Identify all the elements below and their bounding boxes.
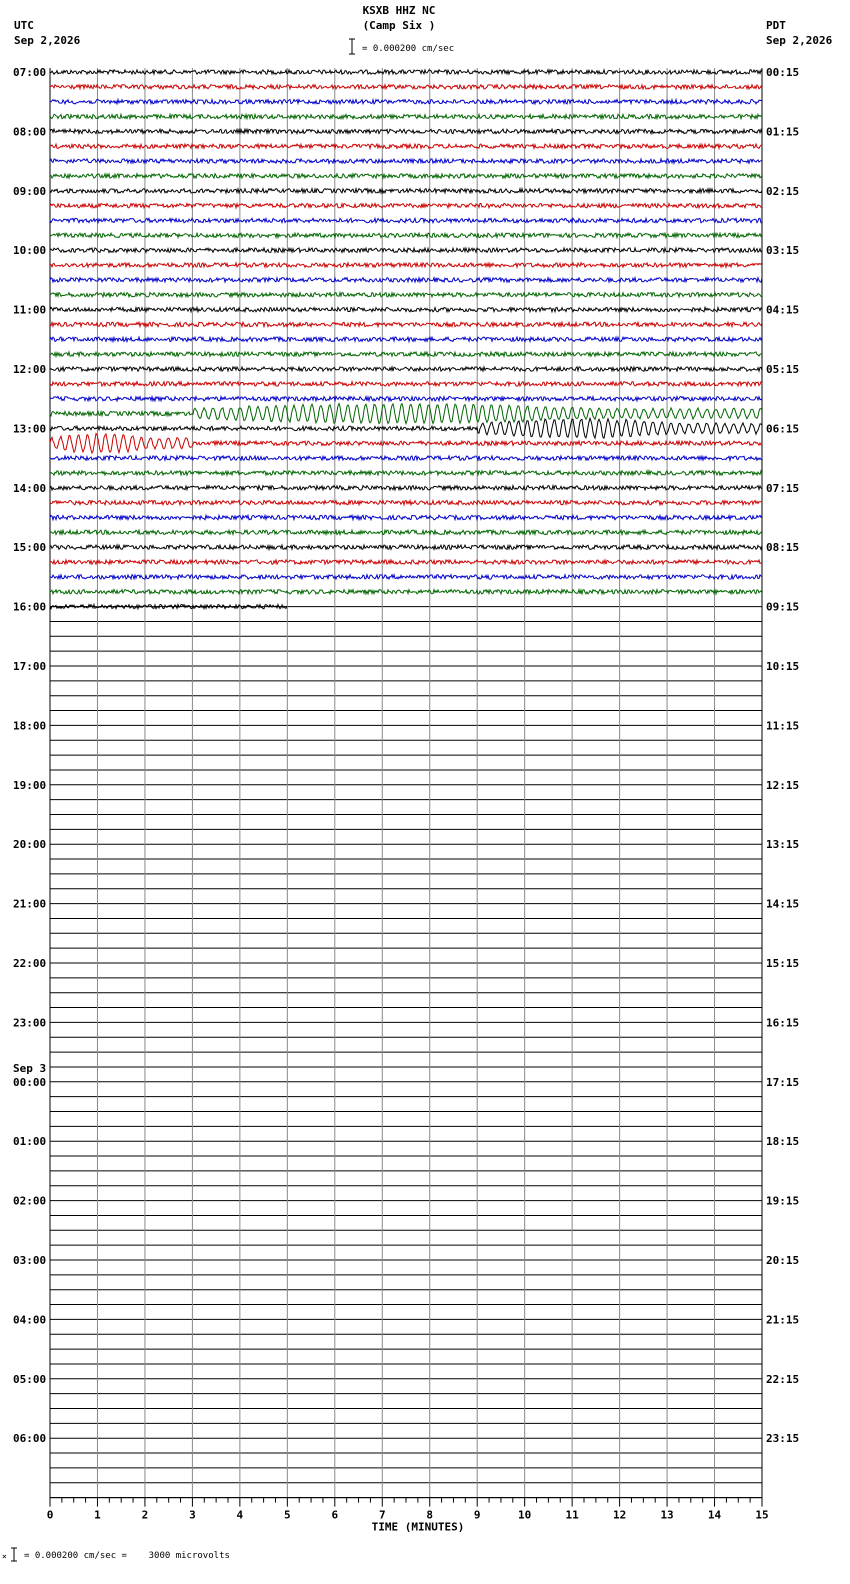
trace-row bbox=[50, 434, 762, 454]
trace-row bbox=[50, 293, 762, 297]
trace-row bbox=[50, 471, 762, 475]
date-change-label: Sep 3 bbox=[13, 1061, 47, 1075]
left-hour-label: 16:00 bbox=[13, 600, 47, 614]
x-tick-label: 14 bbox=[707, 1508, 722, 1522]
x-tick-label: 12 bbox=[612, 1508, 627, 1522]
right-hour-label: 15:15 bbox=[766, 957, 800, 970]
left-hour-label: 08:00 bbox=[13, 125, 47, 139]
left-hour-label: 18:00 bbox=[13, 719, 47, 733]
x-tick-label: 0 bbox=[46, 1508, 54, 1522]
footer-marker: × bbox=[2, 1552, 7, 1561]
right-hour-label: 12:15 bbox=[766, 778, 800, 792]
left-hour-label: 12:00 bbox=[13, 363, 47, 376]
scale-text: = 0.000200 cm/sec bbox=[362, 44, 455, 54]
left-hour-label: 10:00 bbox=[13, 244, 47, 258]
trace-row bbox=[50, 204, 762, 208]
trace-row bbox=[50, 545, 762, 549]
x-tick-label: 10 bbox=[518, 1508, 532, 1522]
trace-row bbox=[50, 418, 762, 438]
right-hour-label: 16:15 bbox=[766, 1016, 800, 1030]
right-hour-label: 20:15 bbox=[766, 1254, 800, 1267]
right-hour-label: 21:15 bbox=[766, 1313, 800, 1327]
station-title: KSXB HHZ NC bbox=[362, 4, 436, 17]
x-tick-label: 6 bbox=[331, 1508, 339, 1522]
trace-row bbox=[50, 382, 762, 386]
x-tick-label: 2 bbox=[141, 1508, 149, 1522]
trace-row bbox=[50, 501, 762, 505]
trace-row bbox=[50, 174, 762, 178]
right-hour-label: 19:15 bbox=[766, 1194, 800, 1208]
right-hour-label: 11:15 bbox=[766, 719, 800, 733]
x-tick-label: 5 bbox=[284, 1508, 291, 1522]
left-hour-label: 23:00 bbox=[13, 1016, 47, 1030]
x-tick-label: 3 bbox=[189, 1508, 196, 1522]
trace-lines bbox=[50, 70, 762, 609]
trace-row bbox=[50, 337, 762, 341]
trace-row bbox=[50, 70, 762, 74]
x-tick-label: 9 bbox=[473, 1508, 481, 1522]
left-hour-label: 07:00 bbox=[13, 66, 47, 79]
trace-row bbox=[50, 129, 762, 133]
right-hour-label: 02:15 bbox=[766, 184, 800, 198]
right-hour-label: 23:15 bbox=[766, 1432, 800, 1446]
left-hour-label: 06:00 bbox=[13, 1432, 47, 1446]
trace-row bbox=[50, 486, 762, 490]
left-hour-label: 01:00 bbox=[13, 1135, 47, 1149]
x-tick-label: 15 bbox=[755, 1508, 769, 1522]
footer-scale-text: = 0.000200 cm/sec = 3000 microvolts bbox=[24, 1551, 230, 1561]
x-tick-label: 7 bbox=[378, 1508, 386, 1522]
left-hour-label: 04:00 bbox=[13, 1313, 47, 1327]
x-tick-label: 1 bbox=[94, 1508, 101, 1522]
trace-row bbox=[50, 233, 762, 237]
right-hour-label: 10:15 bbox=[766, 660, 800, 673]
x-tick-label: 4 bbox=[236, 1508, 244, 1522]
right-hour-label: 07:15 bbox=[766, 481, 800, 495]
right-hour-label: 22:15 bbox=[766, 1372, 800, 1386]
right-hour-label: 00:15 bbox=[766, 66, 800, 79]
left-hour-label: 02:00 bbox=[13, 1194, 47, 1208]
right-hour-label: 08:15 bbox=[766, 541, 800, 555]
trace-row bbox=[50, 263, 762, 267]
trace-row bbox=[50, 85, 762, 89]
scale-bar-icon bbox=[349, 39, 355, 54]
trace-row bbox=[50, 515, 762, 519]
trace-row bbox=[50, 248, 762, 252]
trace-row bbox=[50, 144, 762, 148]
right-hour-label: 13:15 bbox=[766, 838, 800, 852]
trace-row bbox=[50, 100, 762, 104]
right-hour-label: 04:15 bbox=[766, 303, 800, 317]
left-hour-label: 00:00 bbox=[13, 1075, 47, 1089]
trace-row bbox=[50, 307, 762, 311]
right-hour-label: 03:15 bbox=[766, 244, 800, 258]
trace-row bbox=[50, 218, 762, 222]
footer-scale-icon bbox=[11, 1548, 17, 1561]
x-tick-label: 11 bbox=[565, 1508, 579, 1522]
left-hour-label: 05:00 bbox=[13, 1372, 47, 1386]
x-axis-label: TIME (MINUTES) bbox=[371, 1520, 465, 1534]
trace-row bbox=[50, 575, 762, 579]
trace-row bbox=[50, 530, 762, 534]
trace-row bbox=[50, 404, 762, 424]
left-hour-label: 11:00 bbox=[13, 303, 47, 317]
left-hour-label: 09:00 bbox=[13, 184, 47, 198]
left-hour-label: 13:00 bbox=[13, 422, 47, 436]
left-timezone: UTC bbox=[14, 19, 34, 32]
trace-row bbox=[50, 322, 762, 326]
left-hour-label: 03:00 bbox=[13, 1254, 47, 1267]
trace-row bbox=[50, 189, 762, 193]
right-hour-label: 14:15 bbox=[766, 897, 800, 911]
left-hour-label: 15:00 bbox=[13, 541, 47, 555]
station-location: (Camp Six ) bbox=[362, 19, 436, 32]
right-hour-label: 06:15 bbox=[766, 422, 800, 436]
x-tick-label: 8 bbox=[426, 1508, 434, 1522]
right-hour-label: 18:15 bbox=[766, 1135, 800, 1149]
left-hour-label: 14:00 bbox=[13, 481, 47, 495]
trace-row bbox=[50, 397, 762, 401]
left-hour-label: 17:00 bbox=[13, 660, 47, 673]
trace-row bbox=[50, 159, 762, 163]
right-hour-label: 09:15 bbox=[766, 600, 800, 614]
trace-row bbox=[50, 278, 762, 282]
trace-row bbox=[50, 367, 762, 371]
left-hour-label: 21:00 bbox=[13, 897, 47, 911]
trace-row bbox=[50, 560, 762, 564]
trace-row bbox=[50, 590, 762, 594]
left-hour-label: 20:00 bbox=[13, 838, 47, 852]
left-hour-label: 22:00 bbox=[13, 957, 47, 970]
right-hour-label: 01:15 bbox=[766, 125, 800, 139]
left-hour-label: 19:00 bbox=[13, 778, 47, 792]
right-hour-label: 17:15 bbox=[766, 1075, 800, 1089]
x-axis bbox=[47, 1498, 769, 1522]
right-hour-label: 05:15 bbox=[766, 363, 800, 376]
trace-row bbox=[50, 114, 762, 118]
right-date: Sep 2,2026 bbox=[766, 34, 833, 47]
right-timezone: PDT bbox=[766, 19, 786, 32]
trace-row bbox=[50, 352, 762, 356]
x-tick-label: 13 bbox=[660, 1508, 674, 1522]
left-date: Sep 2,2026 bbox=[14, 34, 81, 47]
trace-row bbox=[50, 456, 762, 460]
